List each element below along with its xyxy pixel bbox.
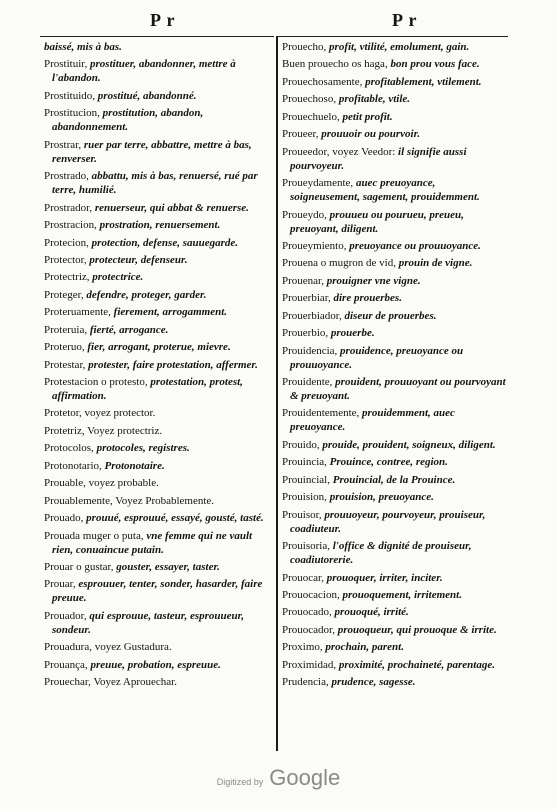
dictionary-entry: [44, 609, 272, 637]
entry-headword: Proteger,: [44, 288, 84, 301]
dictionary-entry: [44, 424, 272, 438]
dictionary-entry: [282, 623, 508, 637]
entry-headword: Prouecho,: [282, 41, 327, 53]
entry-definition: prouoqueur, qui prouoque & irrite.: [337, 623, 497, 636]
entry-definition: abbattu, mis à bas, renuersé, rué par terre, humilié.: [52, 170, 258, 197]
dictionary-entry: [44, 40, 272, 54]
dictionary-entry: [282, 455, 508, 469]
dictionary-entry: [282, 110, 508, 124]
entry-headword: Prostituido,: [44, 89, 96, 102]
dictionary-entry: [282, 490, 508, 504]
entry-headword: Prouidencia,: [282, 344, 338, 357]
dictionary-entry: [282, 438, 508, 452]
entry-headword: Prouablemente, Voyez Probablemente.: [44, 494, 215, 507]
dictionary-entry: [44, 640, 272, 654]
entry-definition: prostitution, abandon, abandonnement.: [52, 107, 204, 134]
entry-headword: Prouocado,: [282, 606, 332, 619]
dictionary-entry: [44, 675, 272, 689]
entry-definition: Protonotaire.: [104, 459, 165, 472]
dictionary-entry: [282, 508, 508, 536]
digitization-footer: [0, 765, 557, 791]
entry-definition: prouerbe.: [330, 327, 375, 340]
dictionary-entry: [44, 57, 272, 85]
entry-headword: Prouar o gustar,: [44, 560, 114, 573]
entry-headword: Protectriz,: [44, 271, 90, 284]
dictionary-entry: [282, 406, 508, 434]
entry-definition: il signifie aussi pourvoyeur.: [290, 145, 467, 172]
entry-headword: Prostrador,: [44, 201, 93, 214]
dictionary-entry: [282, 375, 508, 403]
entry-headword: Proximidad,: [282, 658, 337, 671]
dictionary-entry: [44, 305, 272, 319]
dictionary-entry: [44, 138, 272, 166]
entry-headword: Prouerbio,: [282, 327, 329, 340]
entry-definition: prouuoir ou pourvoir.: [321, 128, 421, 141]
dictionary-entry: [44, 441, 272, 455]
dictionary-entry: [44, 323, 272, 337]
entry-definition: prouoquement, irritement.: [342, 588, 462, 601]
entry-headword: Proueedor, voyez Veedor:: [282, 145, 396, 158]
entry-headword: Protetor, voyez protector.: [44, 407, 156, 420]
entry-definition: auec preuoyance, soigneusement, sagement, prouidemment.: [290, 177, 480, 204]
entry-definition: renuerseur, qui abbat & renuerse.: [94, 201, 249, 214]
entry-definition: qui esprouue, tasteur, esprouueur, sondeur.: [52, 609, 245, 636]
entry-definition: prostration, renuersement.: [99, 219, 221, 232]
entry-definition: prouidemment, auec preuoyance.: [290, 407, 455, 434]
dictionary-entry: [44, 375, 272, 403]
head-rule-right: [278, 36, 508, 37]
entry-headword: Prouado,: [44, 512, 84, 525]
dictionary-entry: [44, 406, 272, 420]
entry-headword: Prouido,: [282, 438, 320, 451]
dictionary-entry: [282, 92, 508, 106]
entry-headword: Prouidente,: [282, 376, 333, 388]
entry-headword: Prostrado,: [44, 170, 89, 183]
dictionary-entry: [44, 560, 272, 574]
entry-headword: Prouechoso,: [282, 93, 337, 106]
entry-headword: Protetriz, Voyez protectriz.: [44, 424, 163, 437]
entry-headword: Prostrar,: [44, 138, 82, 151]
head-rule-left: [40, 36, 274, 37]
dictionary-entry: [44, 459, 272, 473]
entry-definition: preuoyance ou prouuoyance.: [349, 239, 481, 252]
entry-definition: prouoquer, irriter, inciter.: [326, 571, 443, 584]
entry-headword: Proueydo,: [282, 208, 327, 221]
dictionary-entry: [282, 176, 508, 204]
dictionary-entry: [44, 169, 272, 197]
entry-definition: protection, defense, sauuegarde.: [91, 236, 239, 249]
dictionary-entry: [282, 291, 508, 305]
entry-headword: Protestacion o protesto,: [44, 376, 148, 388]
entry-headword: Prouenar,: [282, 274, 325, 287]
entry-headword: Prouidentemente,: [282, 407, 360, 420]
dictionary-entry: [44, 494, 272, 508]
entry-headword: Proteruamente,: [44, 306, 111, 319]
dictionary-entry: [282, 274, 508, 288]
entry-definition: profit, vtilité, emolument, gain.: [329, 41, 470, 53]
entry-definition: prouuoyeur, pourvoyeur, prouiseur, coadiuteur.: [290, 508, 486, 535]
dictionary-entry: [282, 57, 508, 71]
dictionary-entry: [282, 539, 508, 567]
dictionary-entry: [282, 473, 508, 487]
entry-headword: Prouerbiar,: [282, 292, 331, 305]
entry-definition: esprouuer, tenter, sonder, hasarder, faire preuue.: [52, 578, 263, 605]
dictionary-entry: [44, 511, 272, 525]
entry-definition: Prouince, contree, region.: [329, 456, 448, 469]
dictionary-entry: [44, 577, 272, 605]
running-head-right: P r: [392, 10, 418, 30]
right-column: [282, 40, 508, 693]
dictionary-entry: [282, 588, 508, 602]
entry-definition: protecteur, defenseur.: [89, 253, 188, 266]
dictionary-entry: [44, 288, 272, 302]
entry-definition: prouoqué, irrité.: [334, 606, 409, 619]
entry-headword: Prouincia,: [282, 456, 327, 469]
entry-definition: defendre, proteger, garder.: [86, 288, 207, 301]
entry-headword: Prouechuelo,: [282, 110, 340, 123]
entry-headword: Prostituir,: [44, 58, 88, 71]
entry-headword: Protonotario,: [44, 459, 102, 472]
entry-definition: prouigner vne vigne.: [326, 274, 421, 287]
entry-definition: Prouincial, de la Prouince.: [332, 473, 456, 486]
entry-headword: Prouision,: [282, 491, 327, 504]
dictionary-entry: [44, 358, 272, 372]
column-divider: [276, 36, 278, 751]
entry-headword: Prouar,: [44, 578, 76, 591]
dictionary-entry: [282, 675, 508, 689]
entry-definition: prouidence, preuoyance ou prouuoyance.: [290, 344, 464, 371]
dictionary-entry: [282, 640, 508, 654]
google-watermark: Google: [269, 765, 341, 790]
entry-headword: Prouechosamente,: [282, 75, 363, 88]
entry-definition: vne femme qui ne vault rien, conuaincue putain.: [52, 529, 253, 556]
entry-headword: Prouisoria,: [282, 540, 330, 553]
dictionary-entry: [44, 89, 272, 103]
dictionary-entry: [44, 476, 272, 490]
dictionary-entry: [282, 75, 508, 89]
entry-definition: fier, arrogant, proterue, mievre.: [87, 341, 231, 354]
entry-definition: gouster, essayer, taster.: [116, 560, 220, 573]
entry-definition: fierement, arrogamment.: [113, 306, 228, 319]
digitized-by-text: Digitized by: [216, 777, 264, 787]
dictionary-entry: [44, 658, 272, 672]
entry-headword: Prostitucion,: [44, 107, 100, 120]
entry-headword: Proueer,: [282, 128, 319, 141]
entry-definition: baissé, mis à bas.: [44, 41, 122, 53]
entry-headword: Protecion,: [44, 236, 89, 249]
left-column: [44, 40, 272, 693]
dictionary-entry: [282, 326, 508, 340]
dictionary-entry: [44, 201, 272, 215]
entry-definition: prouué, esprouué, essayé, gousté, tasté.: [86, 512, 264, 525]
entry-headword: Proueydamente,: [282, 177, 354, 190]
dictionary-entry: [282, 571, 508, 585]
entry-definition: protester, faire protestation, affermer.: [88, 358, 258, 371]
entry-headword: Prouança,: [44, 658, 88, 671]
entry-definition: prostitué, abandonné.: [97, 89, 197, 102]
dictionary-entry: [44, 340, 272, 354]
dictionary-entry: [282, 127, 508, 141]
dictionary-entry: [282, 309, 508, 323]
entry-headword: Prouocador,: [282, 623, 336, 636]
entry-headword: Proximo,: [282, 641, 323, 654]
dictionary-entry: [44, 218, 272, 232]
entry-definition: proximité, prochaineté, parentage.: [338, 658, 495, 671]
entry-definition: bon prou vous face.: [390, 58, 480, 71]
entry-headword: Protestar,: [44, 358, 86, 371]
dictionary-entry: [44, 253, 272, 267]
entry-headword: Proueymiento,: [282, 239, 347, 252]
entry-definition: protestation, protest, affirmation.: [52, 376, 243, 402]
entry-definition: prouide, prouident, soigneux, diligent.: [322, 438, 496, 451]
entry-headword: Prouena o mugron de vid,: [282, 257, 396, 270]
entry-definition: protectrice.: [92, 271, 144, 284]
entry-headword: Prouadura, voyez Gustadura.: [44, 641, 172, 654]
dictionary-entry: [282, 256, 508, 270]
entry-headword: Prouada muger o puta,: [44, 529, 144, 542]
dictionary-entry: [44, 106, 272, 134]
entry-definition: fierté, arrogance.: [89, 323, 169, 336]
entry-headword: Prouocacion,: [282, 588, 340, 601]
entry-headword: Prudencia,: [282, 676, 329, 689]
dictionary-entry: [282, 40, 508, 54]
entry-headword: Proteruia,: [44, 323, 88, 336]
dictionary-entry: [282, 239, 508, 253]
entry-definition: prochain, parent.: [325, 641, 404, 654]
entry-headword: Prouincial,: [282, 473, 330, 486]
entry-definition: l'office & dignité de prouiseur, coadiutorerie.: [290, 540, 472, 567]
dictionary-entry: [44, 529, 272, 557]
entry-definition: profitable, vtile.: [338, 93, 411, 106]
entry-definition: prudence, sagesse.: [331, 676, 416, 689]
dictionary-entry: [44, 236, 272, 250]
entry-definition: dire prouerbes.: [333, 292, 402, 305]
entry-definition: ruer par terre, abbattre, mettre à bas, renverser.: [52, 138, 252, 165]
entry-definition: profitablement, vtilement.: [365, 75, 482, 88]
entry-definition: prouueu ou pourueu, preueu, preuoyant, diligent.: [290, 208, 464, 235]
dictionary-entry: [282, 605, 508, 619]
entry-headword: Prouisor,: [282, 508, 322, 521]
entry-headword: Protocolos,: [44, 442, 94, 455]
entry-definition: protocoles, registres.: [96, 442, 190, 455]
entry-headword: Prostracion,: [44, 219, 97, 232]
dictionary-entry: [282, 344, 508, 372]
entry-definition: prouident, prouuoyant ou pourvoyant & preuoyant.: [290, 376, 506, 402]
entry-definition: petit profit.: [342, 110, 393, 123]
entry-definition: diseur de prouerbes.: [344, 309, 437, 322]
dictionary-entry: [282, 658, 508, 672]
entry-headword: Prouable, voyez probable.: [44, 477, 159, 490]
entry-headword: Proteruo,: [44, 341, 85, 354]
entry-definition: prostituer, abandonner, mettre à l'abandon.: [52, 58, 236, 85]
dictionary-entry: [282, 145, 508, 173]
entry-headword: Prouocar,: [282, 571, 325, 584]
entry-headword: Prouador,: [44, 609, 87, 622]
running-head-left: P r: [150, 10, 176, 30]
entry-definition: prouin de vigne.: [398, 257, 473, 270]
dictionary-entry: [44, 270, 272, 284]
entry-definition: preuue, probation, espreuue.: [90, 658, 221, 671]
entry-headword: Prouechar, Voyez Aprouechar.: [44, 676, 177, 689]
entry-definition: prouision, preuoyance.: [329, 491, 434, 504]
entry-headword: Protector,: [44, 253, 87, 266]
entry-headword: Buen prouecho os haga,: [282, 58, 388, 71]
entry-headword: Prouerbiador,: [282, 309, 342, 322]
dictionary-entry: [282, 208, 508, 236]
